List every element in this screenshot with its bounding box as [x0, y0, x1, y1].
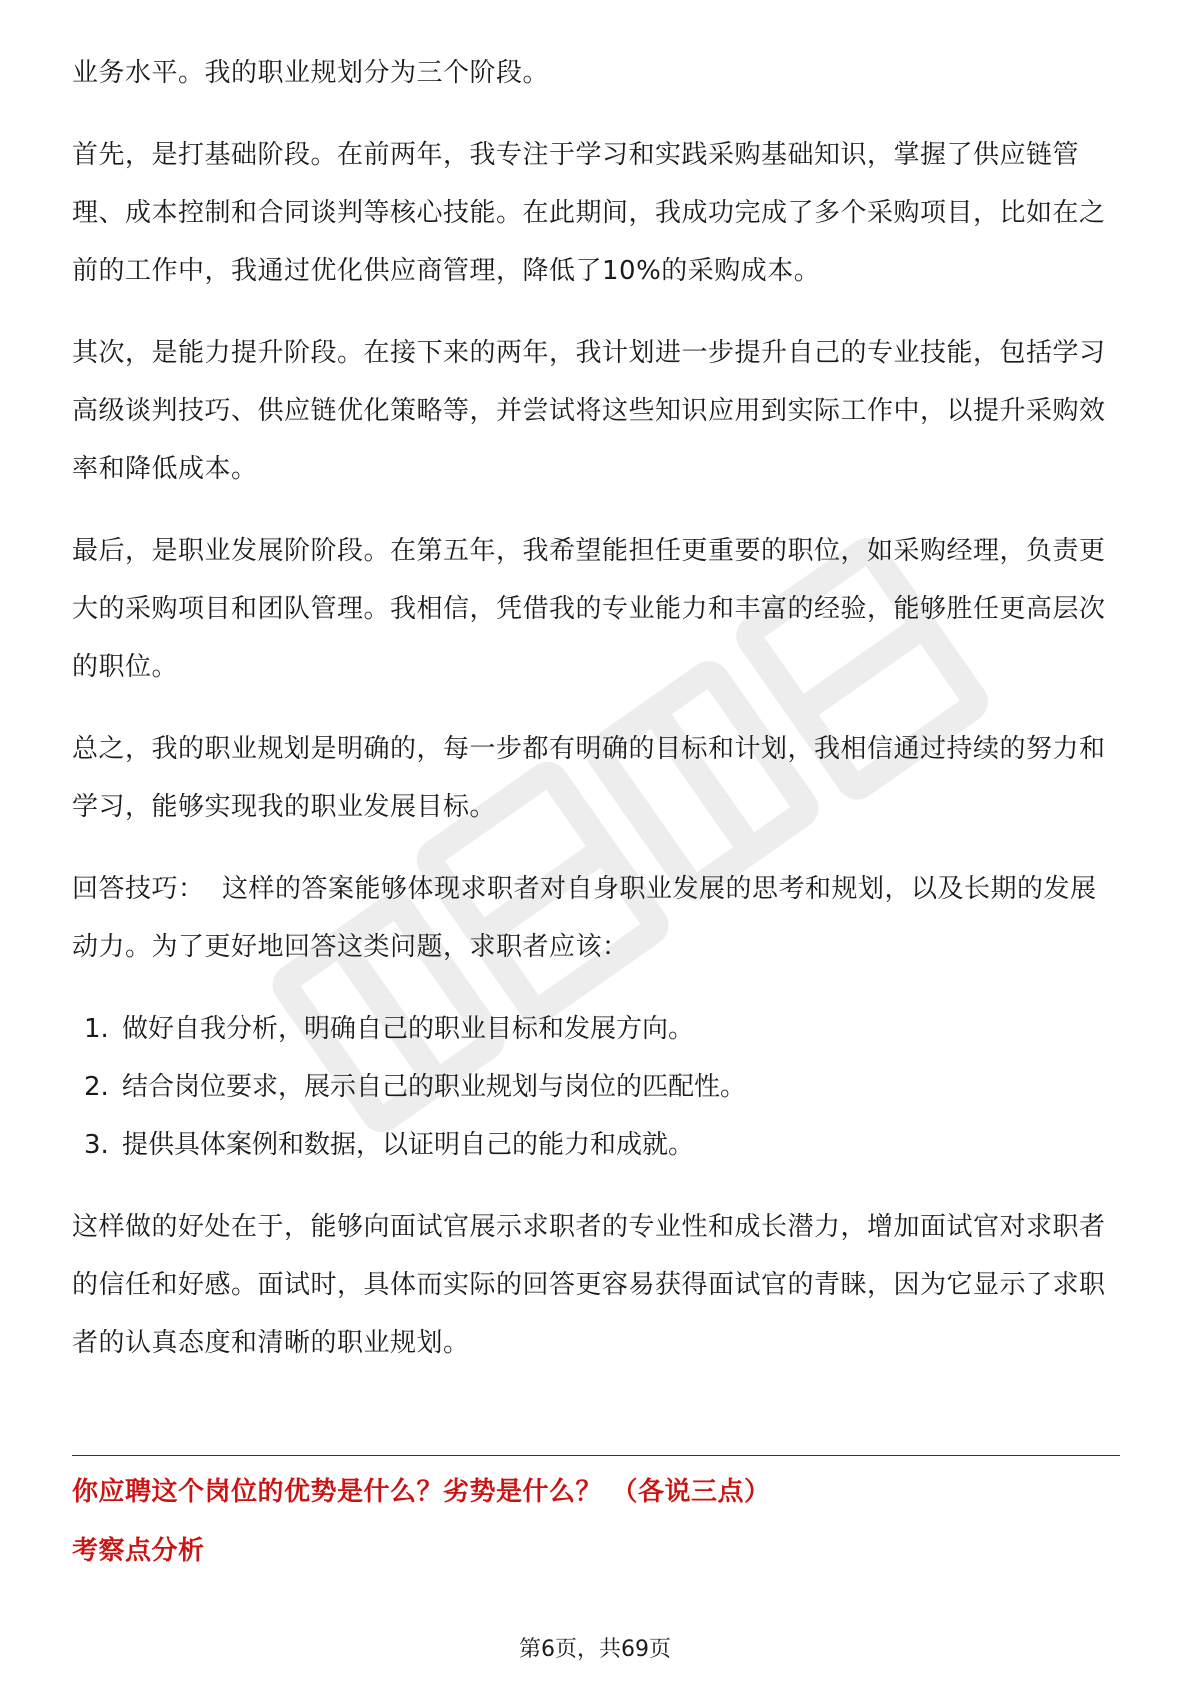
paragraph-stage-two: 其次，是能力提升阶段。在接下来的两年，我计划进一步提升自己的专业技能，包括学习高级谈判技巧、供应链优化策略等，并尝试将这些知识应用到实际工作中，以提升采购效率和降低成本。 [72, 338, 1106, 484]
list-item-number: 2. [84, 1072, 109, 1102]
list-item [84, 1116, 1120, 1174]
paragraph-closing: 这样做的好处在于，能够向面试官展示求职者的专业性和成长潜力，增加面试官对求职者的信任和好感。面试时，具体而实际的回答更容易获得面试官的青睐，因为它显示了求职者的认真态度和清晰的职业规划。 [72, 1212, 1106, 1358]
paragraph-stage-one: 首先，是打基础阶段。在前两年，我专注于学习和实践采购基础知识，掌握了供应链管理、成本控制和合同谈判等核心技能。在此期间，我成功完成了多个采购项目，比如在之前的工作中，我通过优化供应商管理，降低了10%的采购成本。 [72, 140, 1106, 286]
list-item [84, 1000, 1120, 1058]
paragraph-summary: 总之，我的职业规划是明确的，每一步都有明确的目标和计划，我相信通过持续的努力和学习，能够实现我的职业发展目标。 [72, 734, 1106, 822]
section-divider [72, 1455, 1120, 1456]
tips-list [84, 1000, 1120, 1174]
section-heading: 考察点分析 [72, 1536, 205, 1566]
list-item-text: 做好自我分析，明确自己的职业目标和发展方向。 [122, 1014, 695, 1044]
list-item-number: 1. [84, 1014, 109, 1044]
paragraph-stage-three: 最后，是职业发展阶阶段。在第五年，我希望能担任更重要的职位，如采购经理，负责更大的采购项目和团队管理。我相信，凭借我的专业能力和丰富的经验，能够胜任更高层次的职位。 [72, 536, 1106, 682]
list-item [84, 1058, 1120, 1116]
list-item-text: 提供具体案例和数据，以证明自己的能力和成就。 [122, 1130, 695, 1160]
question-heading: 你应聘这个岗位的优势是什么？劣势是什么？ （各说三点） [72, 1477, 771, 1507]
list-item-text: 结合岗位要求，展示自己的职业规划与岗位的匹配性。 [122, 1072, 747, 1102]
document-body [72, 44, 1120, 1396]
page-footer: 第6页，共69页 [519, 1637, 671, 1662]
paragraph-intro: 业务水平。我的职业规划分为三个阶段。 [72, 58, 550, 88]
list-item-number: 3. [84, 1130, 109, 1160]
paragraph-answer-tips: 回答技巧： 这样的答案能够体现求职者对自身职业发展的思考和规划，以及长期的发展动力。为了更好地回答这类问题，求职者应该： [72, 874, 1097, 962]
